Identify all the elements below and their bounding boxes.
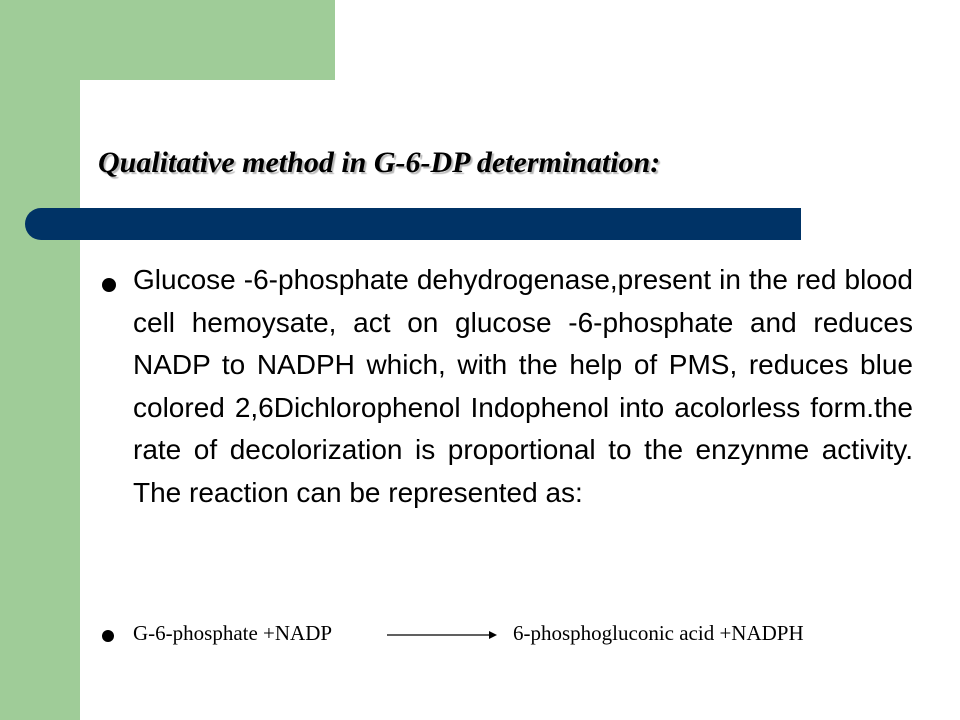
reaction-products: 6-phosphogluconic acid +NADPH	[513, 621, 804, 645]
left-green-band	[0, 0, 80, 720]
reaction-arrow-icon	[387, 630, 497, 640]
slide-title: Qualitative method in G-6-DP determination:	[98, 146, 661, 179]
reaction-reactants: G-6-phosphate +NADP	[133, 621, 333, 645]
bullet-dot	[102, 630, 114, 642]
title-underline-bar	[25, 208, 801, 240]
bullet-text: Glucose -6-phosphate dehydrogenase,present in the red blood cell hemoysate, act on glucose -6-phosphate and reduces NADP to NADPH which, with the help of PMS, reduces blue colored 2,6Dichlorophenol Indophenol into acolorless form.the rate of decolorization is proportional to the enzynme activity. The reaction can be represented as:	[133, 264, 913, 508]
bullet-dot	[102, 278, 116, 292]
top-green-band	[0, 0, 335, 80]
